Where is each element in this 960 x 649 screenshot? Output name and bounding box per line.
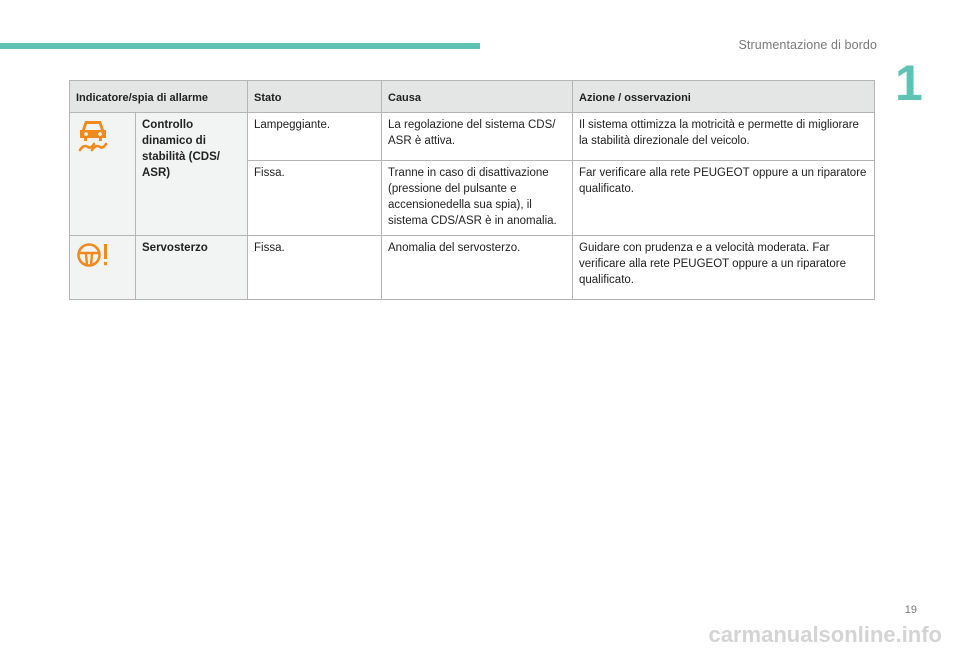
chapter-number: 1 <box>895 55 923 111</box>
azione-cell: Guidare con prudenza e a velocità moderata. Far verificare alla rete PEUGEOT oppure a un riparatore qualificato. <box>573 236 875 300</box>
page-number: 19 <box>904 604 917 616</box>
icon-cell <box>70 236 136 300</box>
stato-cell: Lampeggiante. <box>248 113 382 161</box>
table-header-row <box>70 81 875 113</box>
indicator-name-servosterzo: Servosterzo <box>136 236 248 300</box>
steering-wheel-warning-icon <box>76 240 110 270</box>
stato-cell: Fissa. <box>248 236 382 300</box>
watermark: carmanualsonline.info <box>708 622 942 647</box>
azione-cell: Il sistema ottimizza la motricità e permette di migliorare la stabilità direzionale del veicolo. <box>573 113 875 161</box>
column-header-stato: Stato <box>248 81 382 113</box>
column-header-causa: Causa <box>382 81 573 113</box>
icon-cell <box>70 113 136 236</box>
indicator-name-cds: Controllo dinamico di stabilità (CDS/ ASR) <box>136 113 248 236</box>
column-header-indicator: Indicatore/spia di allarme <box>70 81 248 113</box>
column-header-azione: Azione / osservazioni <box>573 81 875 113</box>
azione-cell: Far verificare alla rete PEUGEOT oppure a un riparatore qualificato. <box>573 161 875 236</box>
stato-cell: Fissa. <box>248 161 382 236</box>
causa-cell: Anomalia del servosterzo. <box>382 236 573 300</box>
esp-skid-warning-icon <box>76 117 110 153</box>
section-title: Strumentazione di bordo <box>738 38 877 52</box>
causa-cell: Tranne in caso di disattivazione (pressione del pulsante e accensionedella sua spia), il sistema CDS/ASR è in anomalia. <box>382 161 573 236</box>
table-row <box>70 236 875 300</box>
warning-lights-table <box>69 80 875 300</box>
causa-cell: La regolazione del sistema CDS/ ASR è attiva. <box>382 113 573 161</box>
header-accent-bar <box>0 43 480 49</box>
table-row <box>70 113 875 161</box>
